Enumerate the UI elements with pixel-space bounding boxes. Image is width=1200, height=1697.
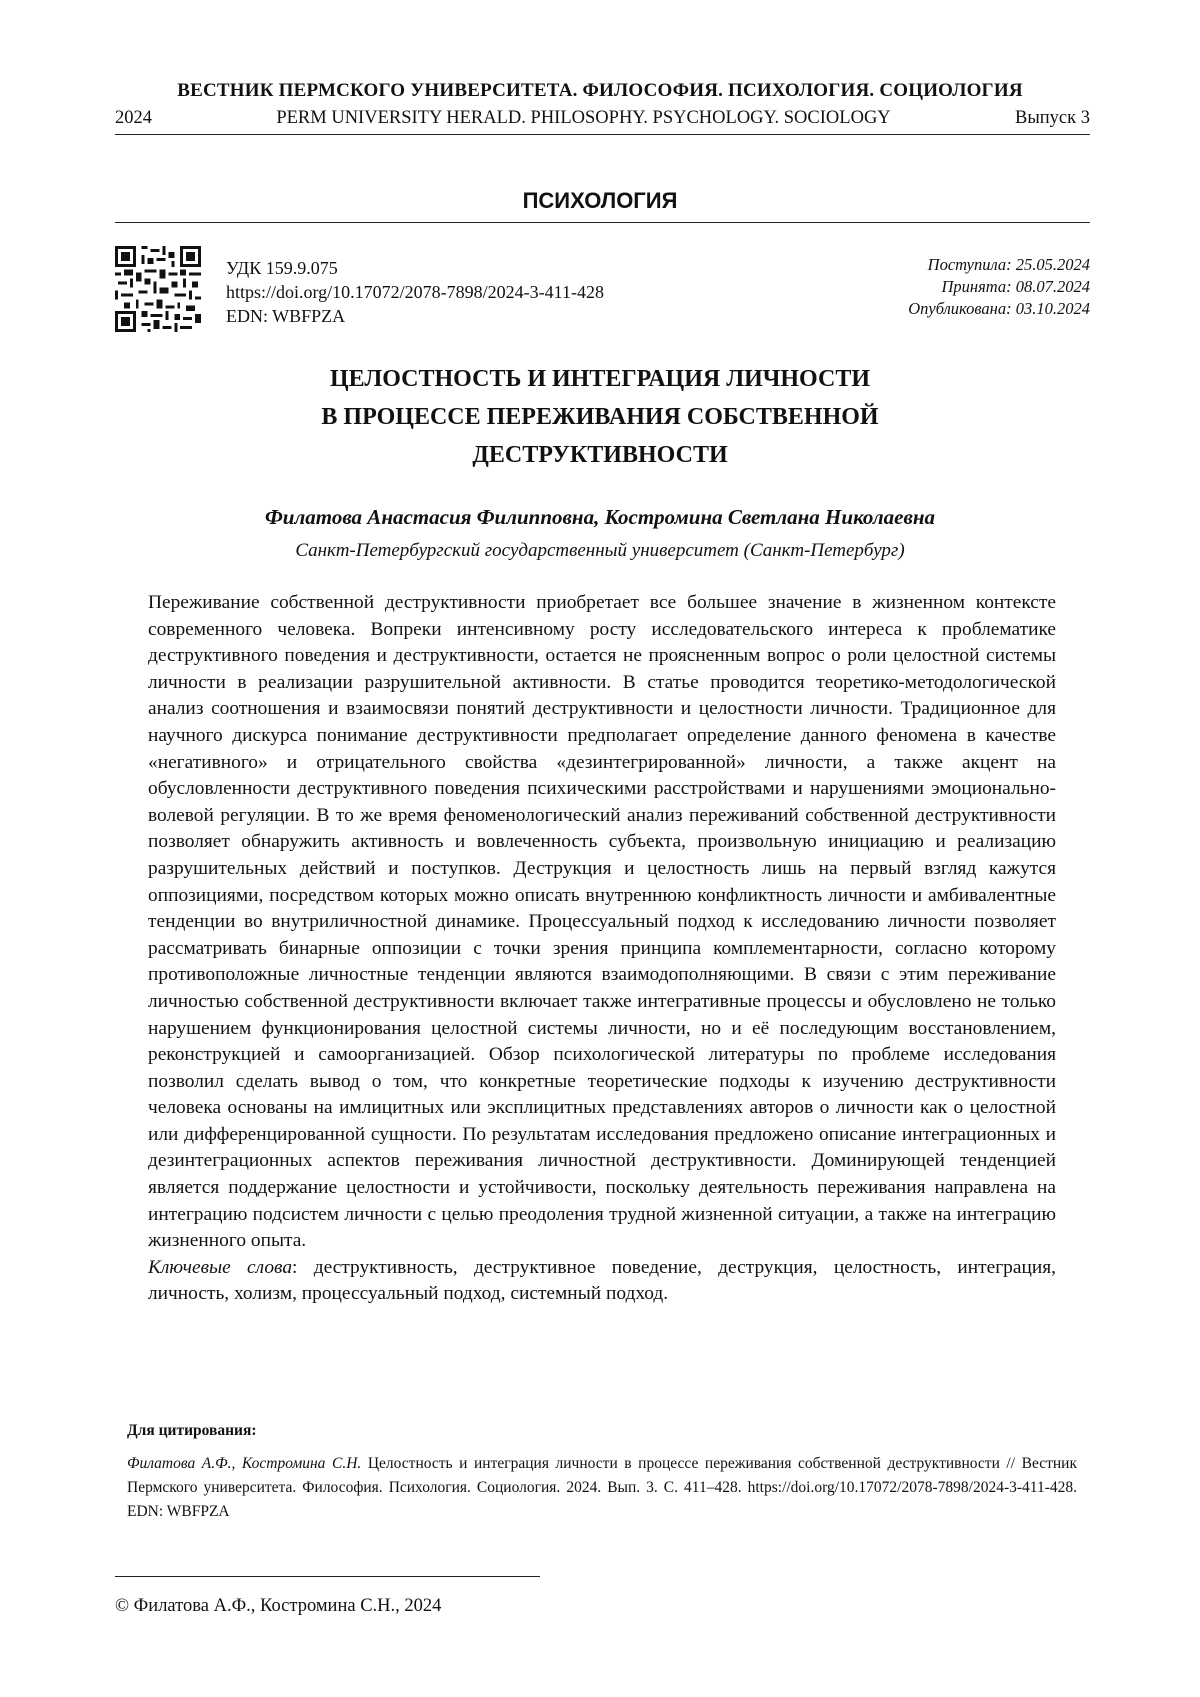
title-line: ЦЕЛОСТНОСТЬ И ИНТЕГРАЦИЯ ЛИЧНОСТИ bbox=[329, 366, 871, 392]
date-received: Поступила: 25.05.2024 bbox=[927, 255, 1090, 274]
date-published: Опубликована: 03.10.2024 bbox=[908, 299, 1090, 318]
citation-text: Целостность и интеграция личности в процессе переживания собственной деструктивности // Вестник Пермского университета. Философия. Психология. Социология. 2024. Вып. 3. С. 411–428. https://doi.org/10.17072/2078-7898/2024-3-411-428. EDN: WBFPZA bbox=[127, 1455, 1077, 1520]
keywords bbox=[148, 1255, 1056, 1308]
edn-code: EDN: WBFPZA bbox=[226, 306, 346, 326]
section-heading: ПСИХОЛОГИЯ bbox=[522, 188, 678, 213]
keywords-text: : деструктивность, деструктивное поведение, деструкция, целостность, интеграция, личность, холизм, процессуальный подход, системный подход. bbox=[148, 1256, 1056, 1305]
affiliation: Санкт-Петербургский государственный университет (Санкт-Петербург) bbox=[295, 540, 905, 561]
section-divider bbox=[115, 222, 1090, 223]
journal-year: 2024 bbox=[115, 108, 152, 128]
journal-issue: Выпуск 3 bbox=[1015, 108, 1090, 128]
qr-code-icon[interactable] bbox=[115, 246, 201, 332]
publication-dates bbox=[908, 254, 1090, 320]
authors: Филатова Анастасия Филипповна, Костромина Светлана Николаевна bbox=[264, 505, 936, 529]
journal-title-ru: ВЕСТНИК ПЕРМСКОГО УНИВЕРСИТЕТА. ФИЛОСОФИЯ. ПСИХОЛОГИЯ. СОЦИОЛОГИЯ bbox=[177, 80, 1023, 101]
citation-authors: Филатова А.Ф., Костромина С.Н. bbox=[127, 1455, 362, 1472]
abstract-text: Переживание собственной деструктивности приобретает все большее значение в жизненном контексте современного человека. Вопреки интенсивному росту исследовательского интереса к проблематике деструктивного поведения и деструктивности, остается не проясненным вопрос о роли целостной системы личности в реализации разрушительной активности. В статье проводится теоретико-методологической анализ соотношения и взаимосвязи понятий деструктивности и целостности личности. Традиционное для научного дискурса понимание деструктивности предполагает определение данного феномена в качестве «негативного» и отрицательного свойства «дезинтегрированной» личности, а также акцент на обусловленности деструктивного поведения психическими расстройствами и нарушениями эмоционально-волевой регуляции. В то же время феноменологический анализ переживаний собственной деструктивности позволяет обнаружить активность и вовлеченность субъекта, произвольную инициацию и реализацию разрушительных действий и поступков. Деструкция и целостность лишь на первый взгляд кажутся оппозициями, посредством которых можно описать внутреннюю конфликтность личности и амбивалентные тенденции во внутриличностной динамике. Процессуальный подход к исследованию личности позволяет рассматривать бинарные оппозиции с точки зрения принципа комплементарности, согласно которому противоположные личностные тенденции являются взаимодополняющими. В связи с этим переживание личностью собственной деструктивности включает также интегративные процессы и обусловлено не только нарушением функционирования целостной системы личности, но и её последующим восстановлением, реконструкцией и самоорганизацией. Обзор психологической литературы по проблеме исследования позволил сделать вывод о том, что конкретные теоретические подходы к изучению деструктивности человека основаны на имлицитных или эксплицитных представлениях авторов о личности как о целостной или дифференцированной сущности. По результатам исследования предложено описание интеграционных и дезинтеграционных аспектов переживания личностной деструктивности. Доминирующей тенденцией является поддержание целостности и устойчивости, поскольку деятельность переживания направлена на интеграцию подсистем личности с целью преодоления трудной жизненной ситуации, а также на интеграцию жизненного опыта. bbox=[148, 592, 1056, 1252]
article-title bbox=[0, 360, 1200, 474]
citation bbox=[127, 1452, 1077, 1524]
date-accepted: Принята: 08.07.2024 bbox=[941, 277, 1090, 296]
title-line: В ПРОЦЕССЕ ПЕРЕЖИВАНИЯ СОБСТВЕННОЙ bbox=[321, 404, 879, 430]
journal-title-en: PERM UNIVERSITY HERALD. PHILOSOPHY. PSYCHOLOGY. SOCIOLOGY bbox=[276, 108, 891, 128]
footnote-divider bbox=[115, 1576, 540, 1577]
udk-code: УДК 159.9.075 bbox=[226, 258, 338, 278]
journal-header-row bbox=[115, 108, 1090, 129]
copyright: © Филатова А.Ф., Костромина С.Н., 2024 bbox=[115, 1596, 442, 1616]
keywords-label: Ключевые слова bbox=[148, 1256, 293, 1278]
title-line: ДЕСТРУКТИВНОСТИ bbox=[472, 442, 728, 468]
article-metadata bbox=[226, 256, 604, 328]
doi-link[interactable]: https://doi.org/10.17072/2078-7898/2024-3-411-428 bbox=[226, 282, 604, 302]
citation-heading: Для цитирования: bbox=[127, 1422, 257, 1439]
header-divider bbox=[115, 134, 1090, 135]
abstract bbox=[148, 590, 1056, 1308]
